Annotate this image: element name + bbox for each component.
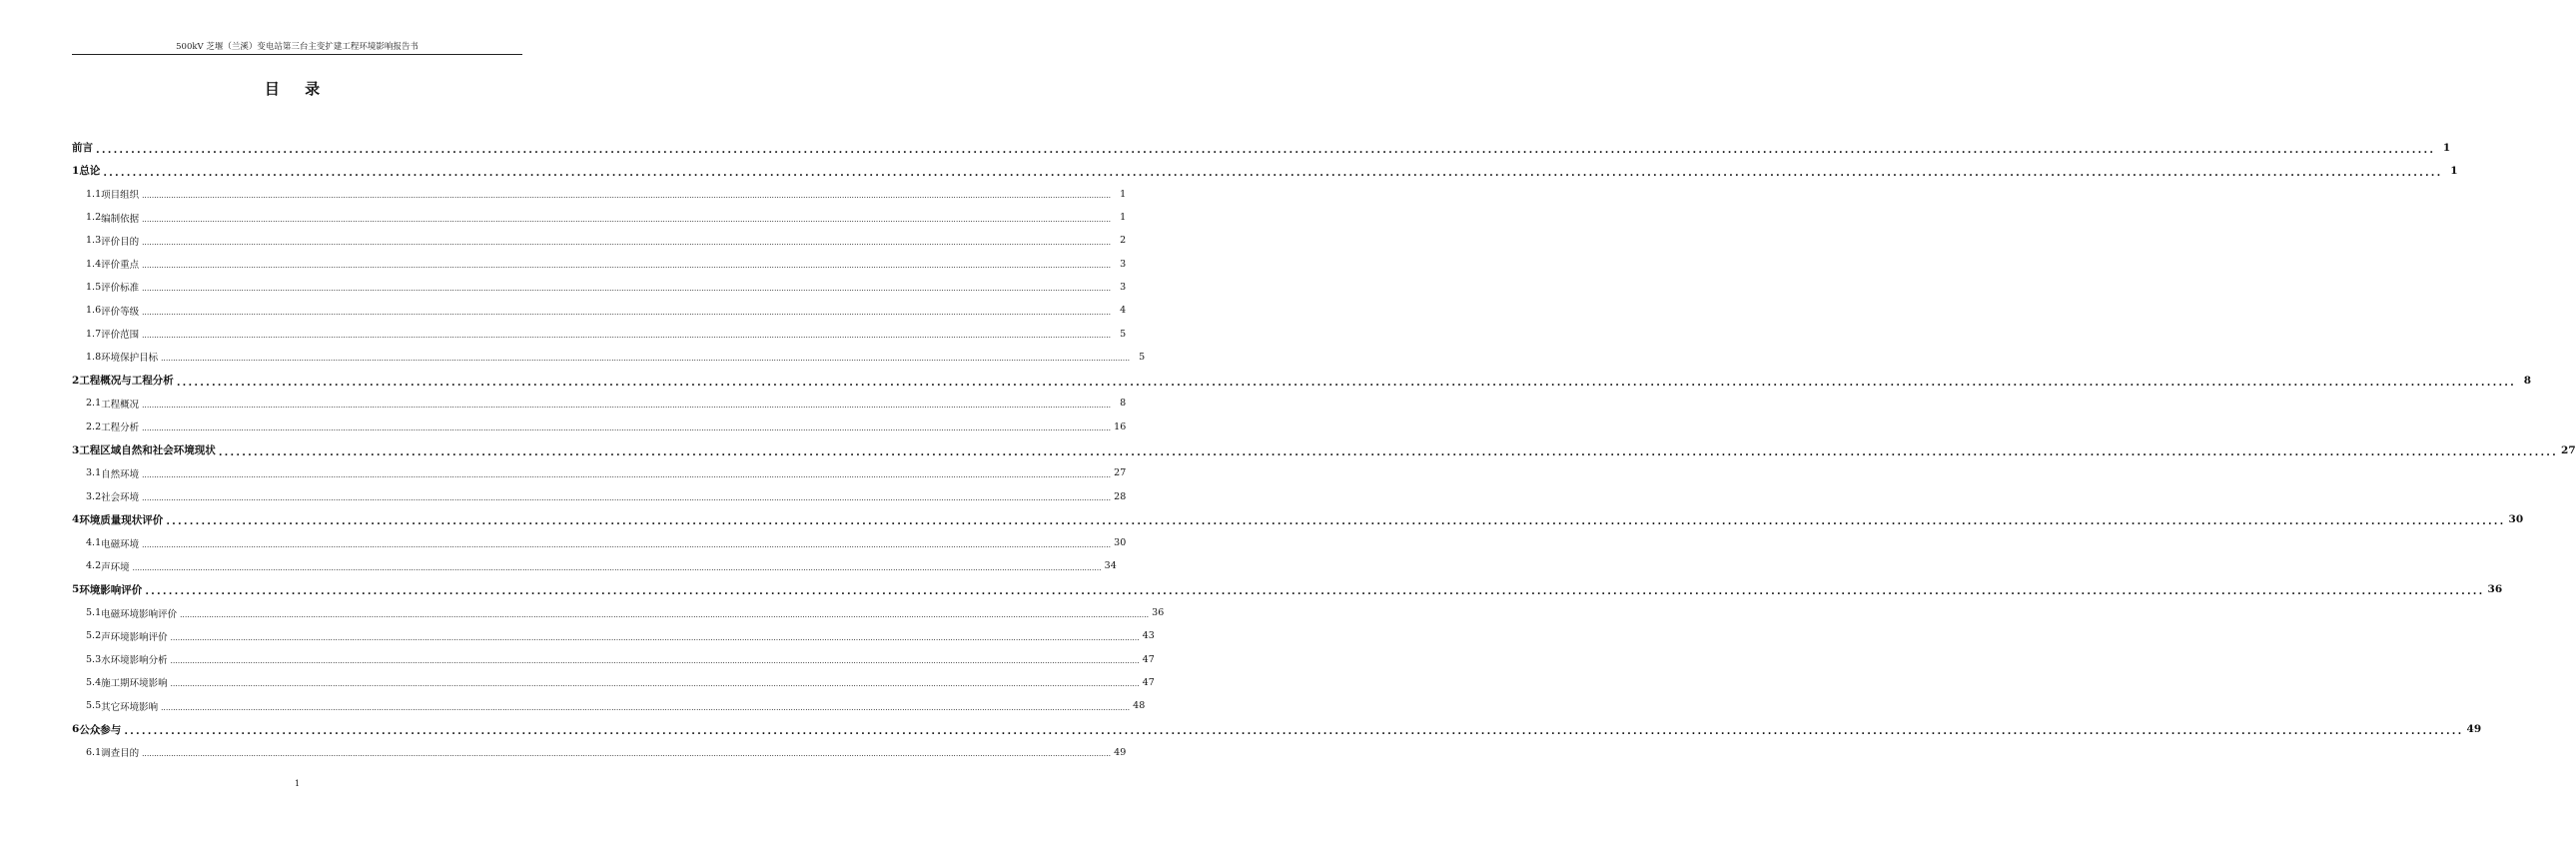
toc-entry-title: 声环境: [101, 561, 130, 573]
toc-entry-page: 1: [2450, 164, 2458, 177]
toc-section-entry[interactable]: [72, 206, 1127, 229]
dot-leader: ................................................................................................................................................................................................................................................................................................................................................................................................................: [142, 750, 1112, 759]
toc-entry-page: 1: [1120, 212, 1127, 224]
toc-entry-title: 水环境影响分析: [101, 655, 168, 667]
toc-entry-page: 30: [2508, 513, 2524, 526]
toc-entry-page: 27: [2561, 443, 2576, 456]
toc-entry-number: 5.3: [86, 653, 102, 665]
toc-chapter-entry[interactable]: [72, 136, 2451, 159]
toc-entry-number: 4.2: [86, 560, 102, 572]
toc-entry-title: 公众参与: [79, 723, 122, 736]
toc-entry-page: 28: [1114, 490, 1127, 502]
toc-entry-number: 2: [72, 374, 80, 387]
dot-leader: ................................................................................................................................................................................................................................................................................................................................................................................................................: [170, 657, 1140, 666]
toc-entry-title: 编制依据: [101, 213, 140, 225]
dot-leader: ................................................................................................................................................................................................................................................................................................................................................................................................................: [142, 192, 1112, 201]
toc-section-entry[interactable]: [72, 322, 1127, 345]
dot-leader: ................................................................................................................................................................................................................................................................................................................................................................................................................: [142, 540, 1112, 549]
toc-entry-page: 16: [1114, 420, 1127, 432]
toc-entry-title: 自然环境: [101, 468, 140, 480]
toc-section-entry[interactable]: [72, 531, 1127, 554]
toc-entry-number: 4.1: [86, 537, 102, 549]
toc-section-entry[interactable]: [72, 392, 1127, 415]
dot-leader: ................................................................................................................................................................................................................................................................................................................................................................................................................: [170, 633, 1140, 642]
dot-leader: ................................................................................................................................................................................................................................................................................................................................................................................................................: [142, 308, 1112, 317]
dot-leader: ................................................................................................................................................................................................................................................................................................................................................................................................................: [170, 680, 1140, 689]
toc-entry-page: 3: [1120, 258, 1127, 270]
dot-leader: ................................................................................................................................................................................................................................................................................................................................................................................................................: [161, 703, 1131, 712]
toc-entry-title: 评价重点: [101, 260, 140, 272]
toc-entry-number: 2.1: [86, 398, 102, 410]
toc-entry-number: 前: [72, 142, 83, 155]
toc-section-entry[interactable]: [72, 554, 1117, 577]
toc-entry-title: 调查目的: [101, 748, 140, 760]
toc-entry-number: 1.2: [86, 212, 102, 224]
toc-entry-page: 5: [1139, 351, 1146, 363]
toc-entry-number: 3.2: [86, 490, 102, 502]
dot-leader: ................................................................................................................................................................................................................................................................................................................................................................................................................: [218, 445, 2559, 458]
toc-entry-title: 声环境影响评价: [101, 631, 168, 643]
toc-chapter-entry[interactable]: [72, 578, 2503, 601]
dot-leader: ................................................................................................................................................................................................................................................................................................................................................................................................................: [142, 285, 1112, 294]
toc-entry-number: 5.5: [86, 700, 102, 712]
header-rule: [72, 54, 522, 55]
toc-chapter-entry[interactable]: [72, 369, 2532, 392]
toc-section-entry[interactable]: [72, 484, 1127, 507]
toc-entry-number: 1.6: [86, 305, 102, 317]
toc-entry-number: 6.1: [86, 746, 102, 758]
toc-entry-title: 评价标准: [101, 283, 140, 295]
toc-entry-page: 43: [1142, 630, 1155, 642]
toc-chapter-entry[interactable]: [72, 159, 2458, 182]
page-number: 1: [294, 779, 301, 788]
toc-entry-page: 34: [1104, 560, 1117, 572]
dot-leader: ................................................................................................................................................................................................................................................................................................................................................................................................................: [142, 215, 1112, 224]
toc-section-entry[interactable]: [72, 601, 1165, 624]
toc-entry-number: 1.4: [86, 258, 102, 270]
dot-leader: ................................................................................................................................................................................................................................................................................................................................................................................................................: [142, 470, 1112, 479]
toc-entry-title: 项目组织: [101, 190, 140, 202]
toc-entry-page: 47: [1142, 653, 1155, 665]
dot-leader: ................................................................................................................................................................................................................................................................................................................................................................................................................: [96, 143, 2436, 156]
toc-entry-number: 5.2: [86, 630, 102, 642]
toc-entry-title: 电磁环境: [101, 538, 140, 550]
toc-entry-title: 总论: [79, 165, 101, 178]
toc-entry-number: 5.4: [86, 676, 102, 688]
dot-leader: ................................................................................................................................................................................................................................................................................................................................................................................................................: [132, 563, 1102, 572]
toc-entry-title: 环境影响评价: [79, 583, 143, 596]
dot-leader: ................................................................................................................................................................................................................................................................................................................................................................................................................: [124, 725, 2464, 738]
dot-leader: ................................................................................................................................................................................................................................................................................................................................................................................................................: [176, 376, 2517, 389]
toc-entry-page: 3: [1120, 281, 1127, 293]
toc-chapter-entry[interactable]: [72, 717, 2482, 740]
toc-section-entry[interactable]: [72, 671, 1155, 694]
toc-entry-title: 评价等级: [101, 306, 140, 318]
toc-entry-title: 工程概况: [101, 399, 140, 411]
toc-section-entry[interactable]: [72, 741, 1127, 764]
toc-entry-number: 6: [72, 723, 80, 736]
dot-leader: ................................................................................................................................................................................................................................................................................................................................................................................................................: [142, 494, 1112, 503]
toc-entry-page: 48: [1133, 700, 1146, 712]
toc-entry-page: 4: [1120, 305, 1127, 317]
toc-entry-title: 工程分析: [101, 422, 140, 434]
toc-entry-page: 47: [1142, 676, 1155, 688]
toc-entry-title: 工程区域自然和社会环境现状: [79, 444, 216, 456]
table-of-contents: [72, 136, 2576, 764]
dot-leader: ................................................................................................................................................................................................................................................................................................................................................................................................................: [142, 332, 1112, 341]
toc-entry-page: 49: [1114, 746, 1127, 758]
toc-section-entry[interactable]: [72, 461, 1127, 484]
toc-entry-page: 5: [1120, 328, 1127, 340]
toc-entry-title: 其它环境影响: [101, 701, 159, 713]
toc-entry-page: 27: [1114, 467, 1127, 479]
toc-section-entry[interactable]: [72, 624, 1155, 647]
toc-entry-number: 4: [72, 513, 80, 526]
toc-entry-page: 30: [1114, 537, 1127, 549]
dot-leader: ................................................................................................................................................................................................................................................................................................................................................................................................................: [142, 262, 1112, 271]
toc-section-entry[interactable]: [72, 648, 1155, 671]
toc-entry-number: 5: [72, 583, 80, 596]
toc-entry-page: 8: [2523, 374, 2532, 387]
toc-entry-page: 2: [1120, 235, 1127, 247]
dot-leader: ................................................................................................................................................................................................................................................................................................................................................................................................................: [142, 238, 1112, 247]
toc-entry-number: 1: [72, 164, 80, 177]
toc-section-entry[interactable]: [72, 346, 1146, 369]
toc-section-entry[interactable]: [72, 416, 1127, 438]
toc-chapter-entry[interactable]: [72, 438, 2576, 461]
dot-leader: ................................................................................................................................................................................................................................................................................................................................................................................................................: [142, 401, 1112, 410]
toc-entry-page: 1: [2442, 141, 2451, 154]
dot-leader: ................................................................................................................................................................................................................................................................................................................................................................................................................: [145, 585, 2485, 598]
toc-entry-number: 2.2: [86, 420, 102, 432]
toc-entry-number: 1.1: [86, 188, 102, 200]
toc-entry-page: 8: [1120, 398, 1127, 410]
toc-entry-page: 49: [2466, 723, 2482, 736]
toc-entry-title: 评价范围: [101, 330, 140, 342]
toc-section-entry[interactable]: [72, 252, 1127, 275]
toc-entry-number: 1.7: [86, 328, 102, 340]
running-header: 500kV 芝堰（兰溪）变电站第三台主变扩建工程环境影响报告书: [176, 42, 419, 52]
toc-chapter-entry[interactable]: [72, 508, 2524, 531]
toc-entry-page: 1: [1120, 188, 1127, 200]
toc-section-entry[interactable]: [72, 229, 1127, 252]
toc-entry-number: 1.5: [86, 281, 102, 293]
toc-entry-number: 3: [72, 443, 80, 456]
toc-entry-title: 环境保护目标: [101, 353, 159, 365]
toc-entry-title: 社会环境: [101, 492, 140, 504]
toc-section-entry[interactable]: [72, 183, 1127, 206]
toc-entry-page: 36: [1152, 607, 1165, 619]
toc-section-entry[interactable]: [72, 299, 1127, 322]
toc-title: 目 录: [264, 80, 331, 98]
dot-leader: ................................................................................................................................................................................................................................................................................................................................................................................................................: [103, 166, 2443, 179]
dot-leader: ................................................................................................................................................................................................................................................................................................................................................................................................................: [161, 355, 1131, 364]
toc-entry-number: 1.3: [86, 235, 102, 247]
toc-entry-number: 1.8: [86, 351, 102, 363]
toc-entry-number: 5.1: [86, 607, 102, 619]
toc-entry-title: 言: [82, 142, 93, 155]
dot-leader: ................................................................................................................................................................................................................................................................................................................................................................................................................: [180, 610, 1150, 619]
toc-section-entry[interactable]: [72, 694, 1146, 717]
toc-entry-title: 工程概况与工程分析: [79, 375, 174, 388]
toc-entry-title: 施工期环境影响: [101, 678, 168, 690]
toc-entry-page: 36: [2487, 583, 2503, 596]
dot-leader: ................................................................................................................................................................................................................................................................................................................................................................................................................: [142, 424, 1112, 433]
toc-entry-title: 评价目的: [101, 236, 140, 248]
toc-entry-title: 电磁环境影响评价: [101, 608, 178, 620]
toc-section-entry[interactable]: [72, 276, 1127, 299]
dot-leader: ................................................................................................................................................................................................................................................................................................................................................................................................................: [166, 515, 2506, 528]
toc-entry-number: 3.1: [86, 467, 102, 479]
toc-entry-title: 环境质量现状评价: [79, 513, 164, 526]
